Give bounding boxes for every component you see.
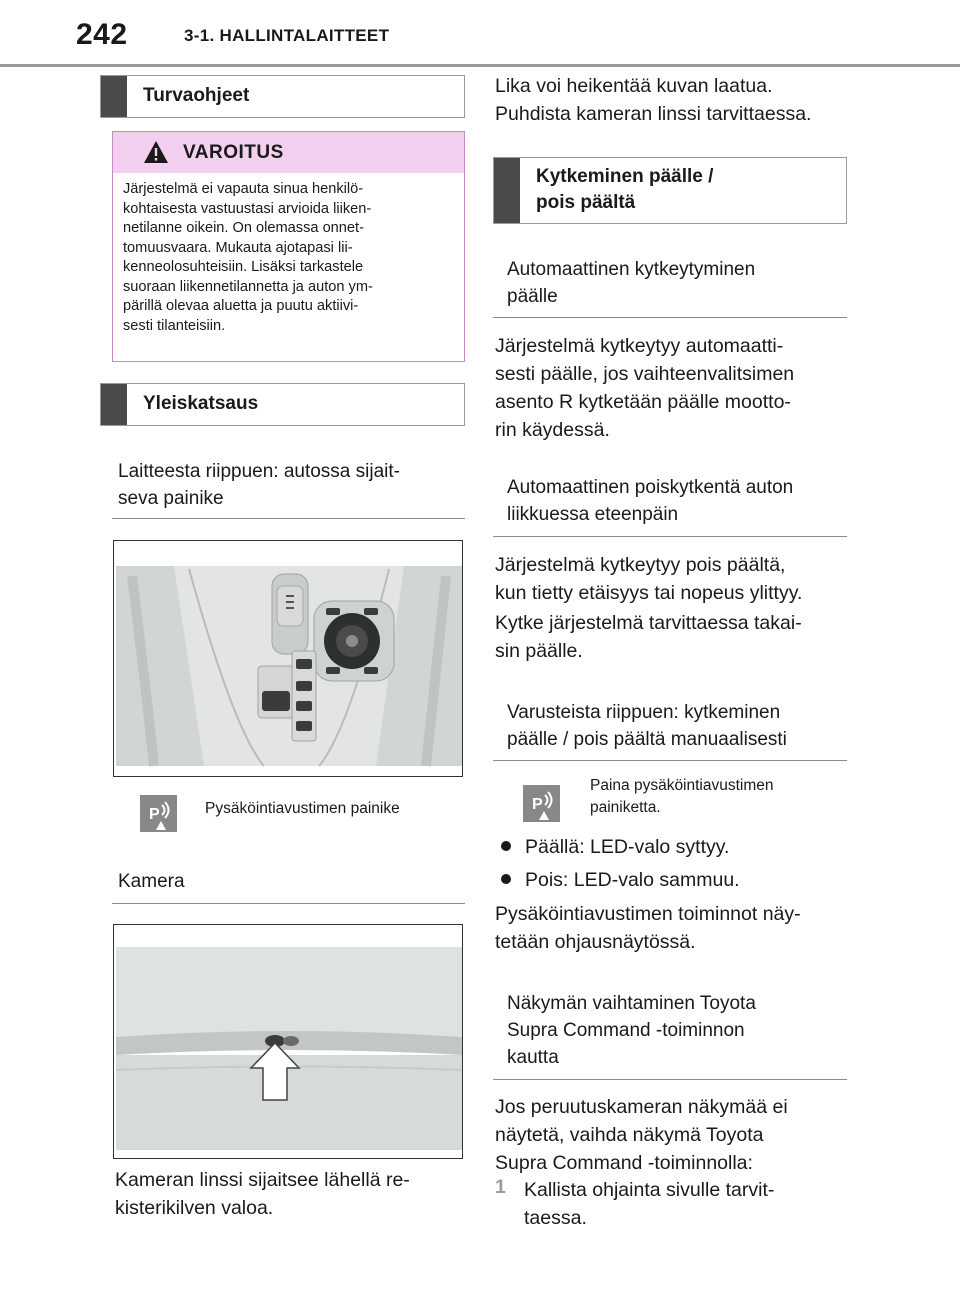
header-divider [0,64,960,67]
equipment-note [118,458,463,512]
warning-line: suoraan liikennetilannetta ja auton ym- [123,278,373,295]
section-heading-switching [493,157,847,224]
text-line: sesti päälle, jos vaihteenvalitsimen [495,363,795,385]
divider [112,518,465,519]
warning-box [112,131,465,362]
page-number: 242 [76,18,128,51]
divider [493,317,847,318]
text-line: Supra Command -toiminnon [507,1020,745,1041]
divider [493,536,847,537]
warning-header [113,132,464,173]
text-line: painiketta. [590,799,661,816]
text-line: sin päälle. [495,640,583,662]
text-line: rin käydessä. [495,419,610,441]
text-line: Automaattinen poiskytkentä auton [507,477,794,498]
text-line: Järjestelmä kytkeytyy automaatti- [495,335,784,357]
section-heading-overview [100,383,465,426]
title-line: pois päältä [536,192,636,213]
auto-off-heading [507,474,847,528]
bullet-text: Pois: LED-valo sammuu. [525,869,740,891]
warning-line: Järjestelmä ei vapauta sinua henkilö- [123,181,364,197]
text-line: Pysäköintiavustimen toiminnot näy- [495,903,801,925]
text-line: Kytke järjestelmä tarvittaessa takai- [495,612,802,634]
console-drawing [114,541,463,777]
view-heading [507,990,847,1071]
console-illustration [113,540,463,777]
reactivate-text [495,609,855,665]
bullet-item [501,866,740,894]
svg-text:P: P [149,806,160,823]
display-text [495,900,855,956]
camera-drawing [114,925,463,1159]
text-line: liikkuessa eteenpäin [507,504,679,525]
text-line: Järjestelmä kytkeytyy pois päältä, [495,554,786,576]
camera-text [115,1166,465,1222]
text-line: kun tietty etäisyys tai nopeus ylittyy. [495,582,803,604]
warning-title: VAROITUS [183,142,284,163]
step-text [524,1176,854,1232]
auto-off-text [495,551,855,607]
text-line: Varusteista riippuen: kytkeminen [507,702,781,723]
bullet-dot [501,874,511,884]
bullet-dot [501,841,511,851]
camera-heading: Kamera [118,871,185,892]
text-line: päälle / pois päältä manuaalisesti [507,729,787,750]
text-line: taessa. [524,1207,587,1229]
warning-line: pärillä olevaa aluetta ja puutu aktiivi- [123,298,359,314]
warning-line: kohtaisesta vastuustasi arvioida liiken- [123,200,372,217]
manual-heading [507,699,847,753]
text-line: asento R kytketään päälle mootto- [495,391,791,413]
text-line: Laitteesta riippuen: autossa sijait- [118,461,400,482]
text-line: Supra Command -toiminnolla: [495,1152,753,1174]
warning-line: sesti tilanteisiin. [123,317,226,334]
step-number: 1 [495,1176,506,1198]
text-line: Puhdista kameran linssi tarvittaessa. [495,103,812,125]
heading-bar [101,384,127,425]
section-heading-safety [100,75,465,118]
bullet-text: Päällä: LED-valo syttyy. [525,836,730,858]
warning-body [113,173,464,336]
svg-text:P: P [532,796,543,813]
text-line: Automaattinen kytkeytyminen [507,259,756,280]
dirt-text [495,72,855,128]
press-caption [590,775,840,819]
warning-line: tomuusvaara. Mukauta ajotapasi lii- [123,239,353,256]
text-line: Kameran linssi sijaitsee lähellä re- [115,1169,410,1191]
section-title: Yleiskatsaus [143,393,259,414]
text-line: Kallista ohjainta sivulle tarvit- [524,1179,775,1201]
camera-illustration [113,924,463,1159]
parking-assist-icon [140,795,177,832]
auto-on-heading [507,256,847,310]
divider [493,1079,847,1080]
text-line: tetään ohjausnäytössä. [495,931,696,953]
button-caption: Pysäköintiavustimen painike [205,800,400,817]
text-line: kautta [507,1047,559,1068]
parking-assist-icon [523,785,560,822]
warning-line: kenneolosuhteisiin. Lisäksi tarkastele [123,259,364,275]
title-line: Kytkeminen päälle / [536,166,714,187]
warning-icon [143,140,169,164]
auto-on-text [495,332,855,444]
divider [112,903,465,904]
text-line: Paina pysäköintiavustimen [590,777,774,794]
bullet-item [501,833,729,861]
divider [493,760,847,761]
text-line: Näkymän vaihtaminen Toyota [507,993,756,1014]
section-title [536,164,713,216]
text-line: Jos peruutuskameran näkymää ei [495,1096,788,1118]
text-line: näytetä, vaihda näkymä Toyota [495,1124,764,1146]
section-title: Turvaohjeet [143,85,250,106]
heading-bar [494,158,520,223]
text-line: päälle [507,286,558,307]
view-text [495,1093,855,1177]
text-line: Lika voi heikentää kuvan laatua. [495,75,773,97]
chapter-title: 3-1. HALLINTALAITTEET [184,26,390,45]
warning-line: netilanne oikein. On olemassa onnet- [123,220,364,236]
heading-bar [101,76,127,117]
text-line: kisterikilven valoa. [115,1197,274,1219]
text-line: seva painike [118,488,224,509]
